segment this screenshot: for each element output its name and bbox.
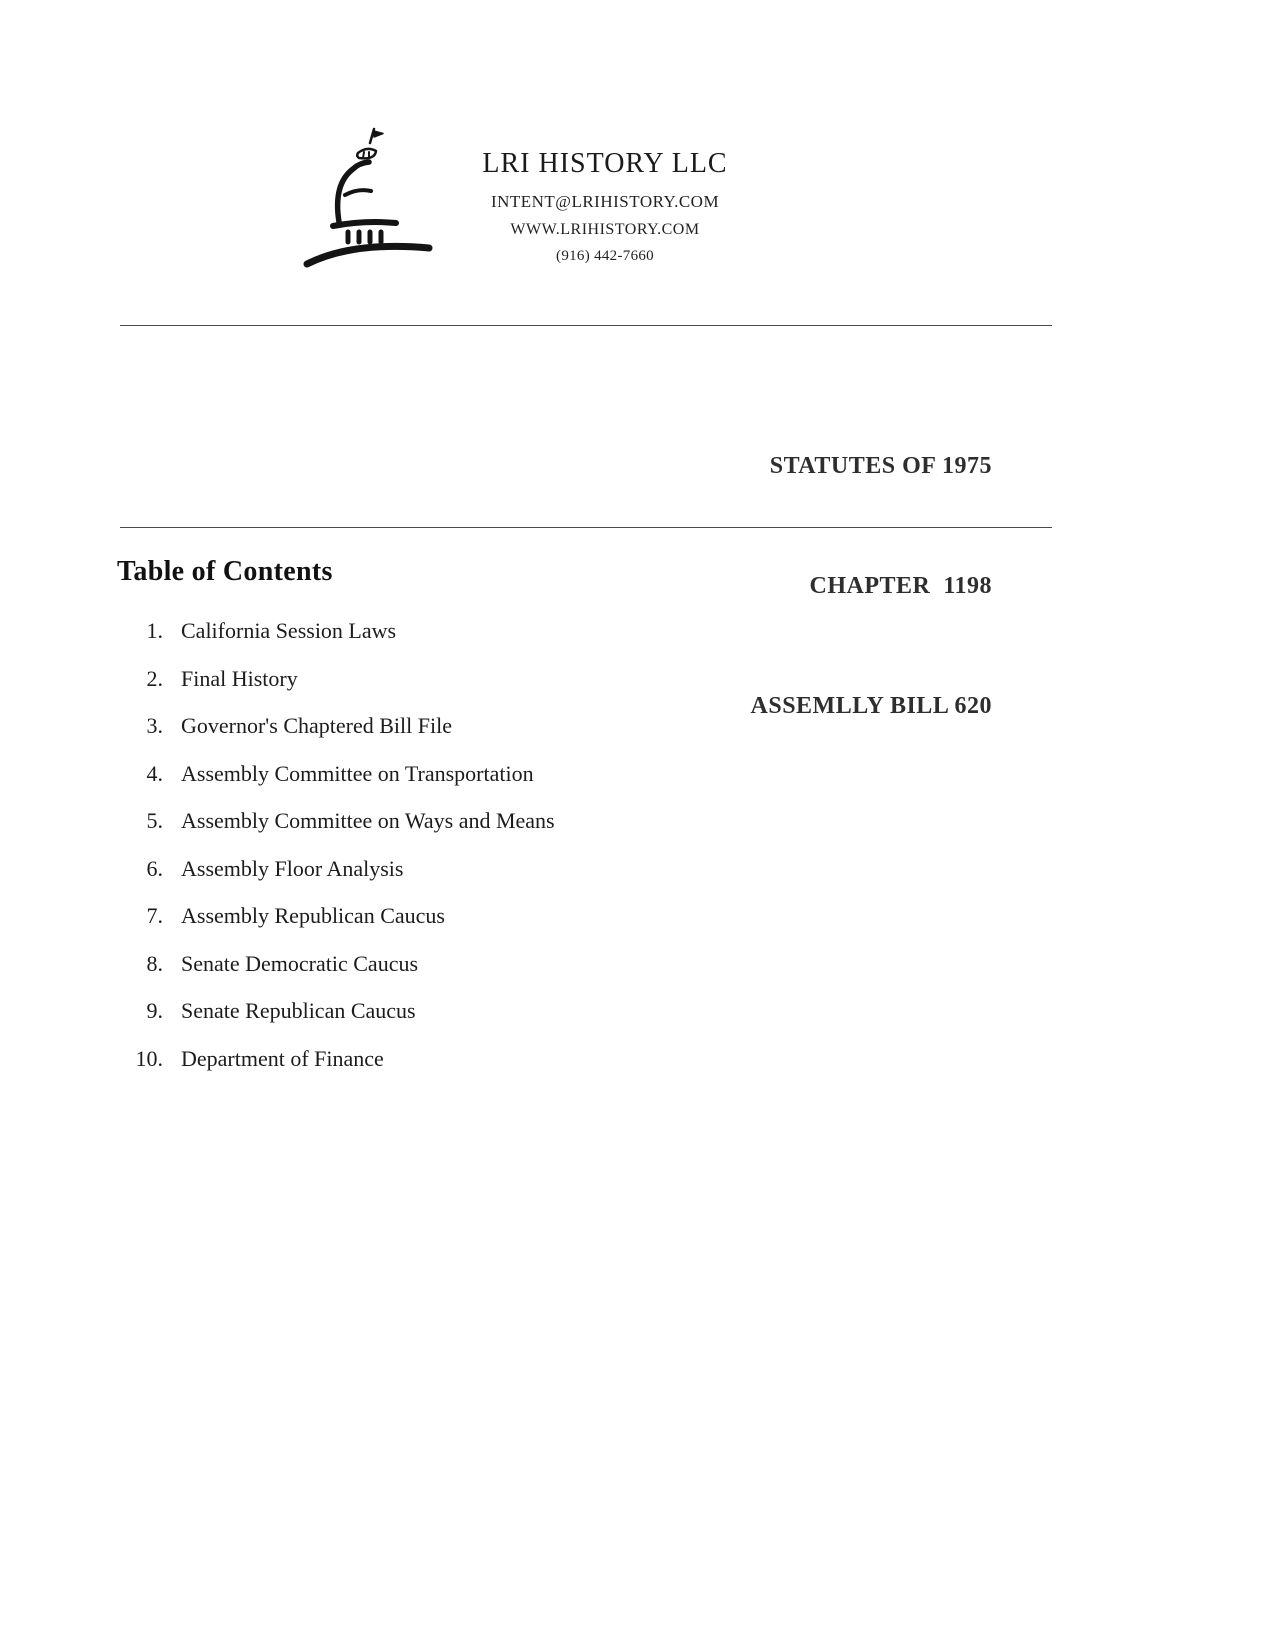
toc-item-label: Assembly Committee on Transportation bbox=[181, 760, 534, 786]
statute-line-2: CHAPTER 1198 bbox=[809, 573, 992, 599]
toc-item-label: Department of Finance bbox=[181, 1045, 384, 1071]
toc-item-number: 6. bbox=[146, 855, 163, 881]
toc-item-number: 1. bbox=[146, 618, 163, 643]
company-phone: (916) 442-7660 bbox=[556, 248, 654, 264]
toc-item-number: 4. bbox=[146, 760, 163, 786]
toc-item-label: Senate Republican Caucus bbox=[181, 998, 416, 1023]
toc-item-number: 2. bbox=[146, 665, 163, 691]
toc-item-label: California Session Laws bbox=[181, 618, 397, 643]
toc-item-label: Assembly Committee on Ways and Means bbox=[181, 808, 555, 833]
toc-item-number: 9. bbox=[146, 998, 163, 1023]
toc-item bbox=[100, 856, 555, 904]
statute-line-3: ASSEMLLY BILL 620 bbox=[750, 693, 992, 719]
toc-item-number: 7. bbox=[146, 903, 163, 928]
toc-item bbox=[100, 713, 555, 761]
toc-item-label: Assembly Republican Caucus bbox=[181, 903, 445, 928]
company-website: WWW.LRIHISTORY.COM bbox=[510, 221, 700, 238]
toc-item bbox=[100, 903, 555, 951]
statute-line-1: STATUTES OF 1975 bbox=[769, 453, 992, 479]
company-email: INTENT@LRIHISTORY.COM bbox=[490, 192, 720, 211]
toc-item-label: Senate Democratic Caucus bbox=[181, 950, 419, 976]
toc-heading: Table of Contents bbox=[117, 556, 333, 587]
toc-item bbox=[100, 618, 555, 666]
toc-item-label: Assembly Floor Analysis bbox=[181, 855, 404, 881]
company-name: LRI HISTORY LLC bbox=[482, 148, 728, 179]
toc-item-number: 5. bbox=[146, 808, 163, 833]
statute-title-block bbox=[751, 366, 992, 806]
toc-item bbox=[100, 808, 555, 856]
toc-list bbox=[100, 618, 555, 1093]
divider-top bbox=[120, 325, 1052, 326]
toc-item-label: Governor's Chaptered Bill File bbox=[181, 713, 452, 738]
toc-item-number: 3. bbox=[146, 713, 163, 738]
letterhead bbox=[420, 148, 790, 274]
toc-item bbox=[100, 666, 555, 714]
toc-item bbox=[100, 761, 555, 809]
toc-item bbox=[100, 1046, 555, 1094]
toc-item bbox=[100, 951, 555, 999]
toc-item bbox=[100, 998, 555, 1046]
toc-item-number: 10. bbox=[135, 1045, 163, 1071]
toc-item-label: Final History bbox=[181, 665, 298, 691]
toc-item-number: 8. bbox=[146, 950, 163, 976]
